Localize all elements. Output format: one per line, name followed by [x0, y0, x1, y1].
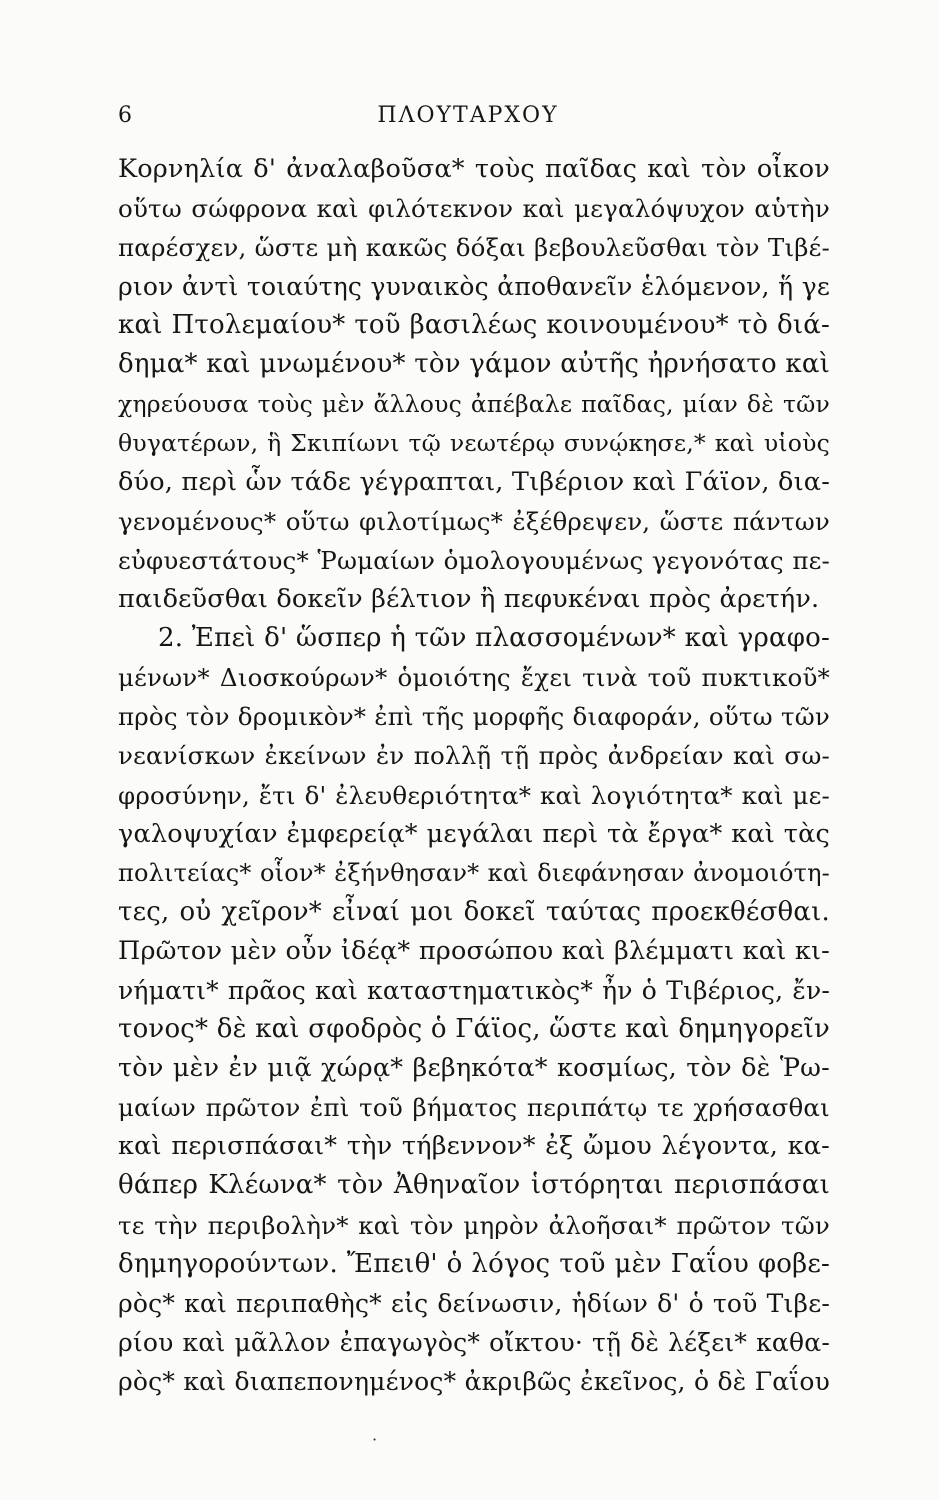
- text-line: μαίων πρῶτον ἐπὶ τοῦ βήματος περιπάτῳ τε χρήσασθαι: [118, 1093, 830, 1123]
- text-line: παρέσχεν, ὥστε μὴ κακῶς δόξαι βεβουλεῦσθαι τὸν Τιβέ-: [118, 233, 830, 263]
- paragraph-end-line: παιδεῦσθαι δοκεῖν βέλτιον ἢ πεφυκέναι πρὸς ἀρετήν.: [118, 584, 820, 615]
- text-line: οὕτω σώφρονα καὶ φιλότεκνον καὶ μεγαλόψυχον αὑτὴν: [118, 194, 830, 224]
- text-line: ρίου καὶ μᾶλλον ἐπαγωγὸς* οἴκτου· τῇ δὲ λέξει* καθα-: [118, 1327, 830, 1357]
- text-line: νεανίσκων ἐκείνων ἐν πολλῇ τῇ πρὸς ἀνδρείαν καὶ σω-: [118, 741, 830, 771]
- text-line: τονος* δὲ καὶ σφοδρὸς ὁ Γάϊος, ὥστε καὶ δημηγορεῖν: [118, 1014, 830, 1045]
- text-line: δημα* καὶ μνωμένου* τὸν γάμον αὐτῆς ἠρνήσατο καὶ: [118, 349, 830, 380]
- text-line: γενομένους* οὕτω φιλοτίμως* ἐξέθρεψεν, ὥστε πάντων: [118, 506, 830, 536]
- text-line: ρὸς* καὶ διαπεπονημένος* ἀκριβῶς ἐκεῖνος, ὁ δὲ Γαΐου: [118, 1366, 830, 1396]
- text-line: καὶ Πτολεμαίου* τοῦ βασιλέως κοινουμένου* τὸ διά-: [118, 310, 830, 341]
- text-line: πολιτείας* οἷον* ἐξήνθησαν* καὶ διεφάνησαν ἀνομοιότη-: [118, 858, 830, 887]
- text-line: τὸν μὲν ἐν μιᾷ χώρᾳ* βεβηκότα* κοσμίως, τὸν δὲ Ῥω-: [118, 1053, 830, 1084]
- text-line: φροσύνην, ἔτι δ' ἐλευθεριότητα* καὶ λογιότητα* καὶ με-: [118, 780, 830, 810]
- text-line: τες, οὐ χεῖρον* εἶναί μοι δοκεῖ ταύτας προεκθέσθαι.: [118, 896, 830, 927]
- text-line: πρὸς τὸν δρομικὸν* ἐπὶ τῆς μορφῆς διαφοράν, οὕτω τῶν: [118, 702, 830, 732]
- text-line: τε τὴν περιβολὴν* καὶ τὸν μηρὸν ἀλοῆσαι* πρῶτον τῶν: [118, 1210, 830, 1240]
- running-header: [118, 98, 818, 134]
- body-text: [118, 150, 830, 1401]
- text-line: Κορνηλία δ' ἀναλαβοῦσα* τοὺς παῖδας καὶ τὸν οἶκον: [118, 154, 830, 184]
- text-line: δύο, περὶ ὧν τάδε γέγραπται, Τιβέριον καὶ Γάϊον, δια-: [118, 466, 831, 497]
- text-line: θυγατέρων, ἣ Σκιπίωνι τῷ νεωτέρῳ συνῴκησε,* καὶ υἱοὺς: [118, 428, 830, 457]
- text-line: γαλοψυχίαν ἐμφερείᾳ* μεγάλαι περὶ τὰ ἔργα* καὶ τὰς: [118, 818, 830, 849]
- text-line: μένων* Διοσκούρων* ὁμοιότης ἔχει τινὰ τοῦ πυκτικοῦ*: [118, 663, 830, 693]
- running-title: ΠΛΟΥΤΑΡΧΟΥ: [377, 103, 559, 128]
- footer-mark: ·: [372, 1430, 378, 1449]
- text-line: χηρεύουσα τοὺς μὲν ἄλλους ἀπέβαλε παῖδας, μίαν δὲ τῶν: [118, 389, 830, 418]
- text-line: καὶ περισπάσαι* τὴν τήβεννον* ἐξ ὤμου λέγοντα, κα-: [118, 1131, 830, 1162]
- text-line: ρὸς* καὶ περιπαθὴς* εἰς δείνωσιν, ἡδίων δ' ὁ τοῦ Τιβε-: [118, 1288, 830, 1318]
- text-line: νήματι* πρᾶος καὶ καταστηματικὸς* ἦν ὁ Τιβέριος, ἔν-: [118, 975, 830, 1005]
- page-number: 6: [118, 103, 132, 128]
- text-line: θάπερ Κλέωνα* τὸν Ἀθηναῖον ἱστόρηται περισπάσαι: [118, 1170, 830, 1201]
- text-line: δημηγορούντων. Ἔπειθ' ὁ λόγος τοῦ μὲν Γαΐου φοβε-: [118, 1248, 830, 1279]
- section-start-line: 2. Ἐπεὶ δ' ὥσπερ ἡ τῶν πλασσομένων* καὶ γραφο-: [158, 623, 830, 654]
- text-line: εὐφυεστάτους* Ῥωμαίων ὁμολογουμένως γεγονότας πε-: [118, 545, 830, 575]
- text-line: Πρῶτον μὲν οὖν ἰδέᾳ* προσώπου καὶ βλέμματι καὶ κι-: [118, 935, 830, 966]
- text-line: ριον ἀντὶ τοιαύτης γυναικὸς ἀποθανεῖν ἑλόμενον, ἥ γε: [118, 272, 830, 302]
